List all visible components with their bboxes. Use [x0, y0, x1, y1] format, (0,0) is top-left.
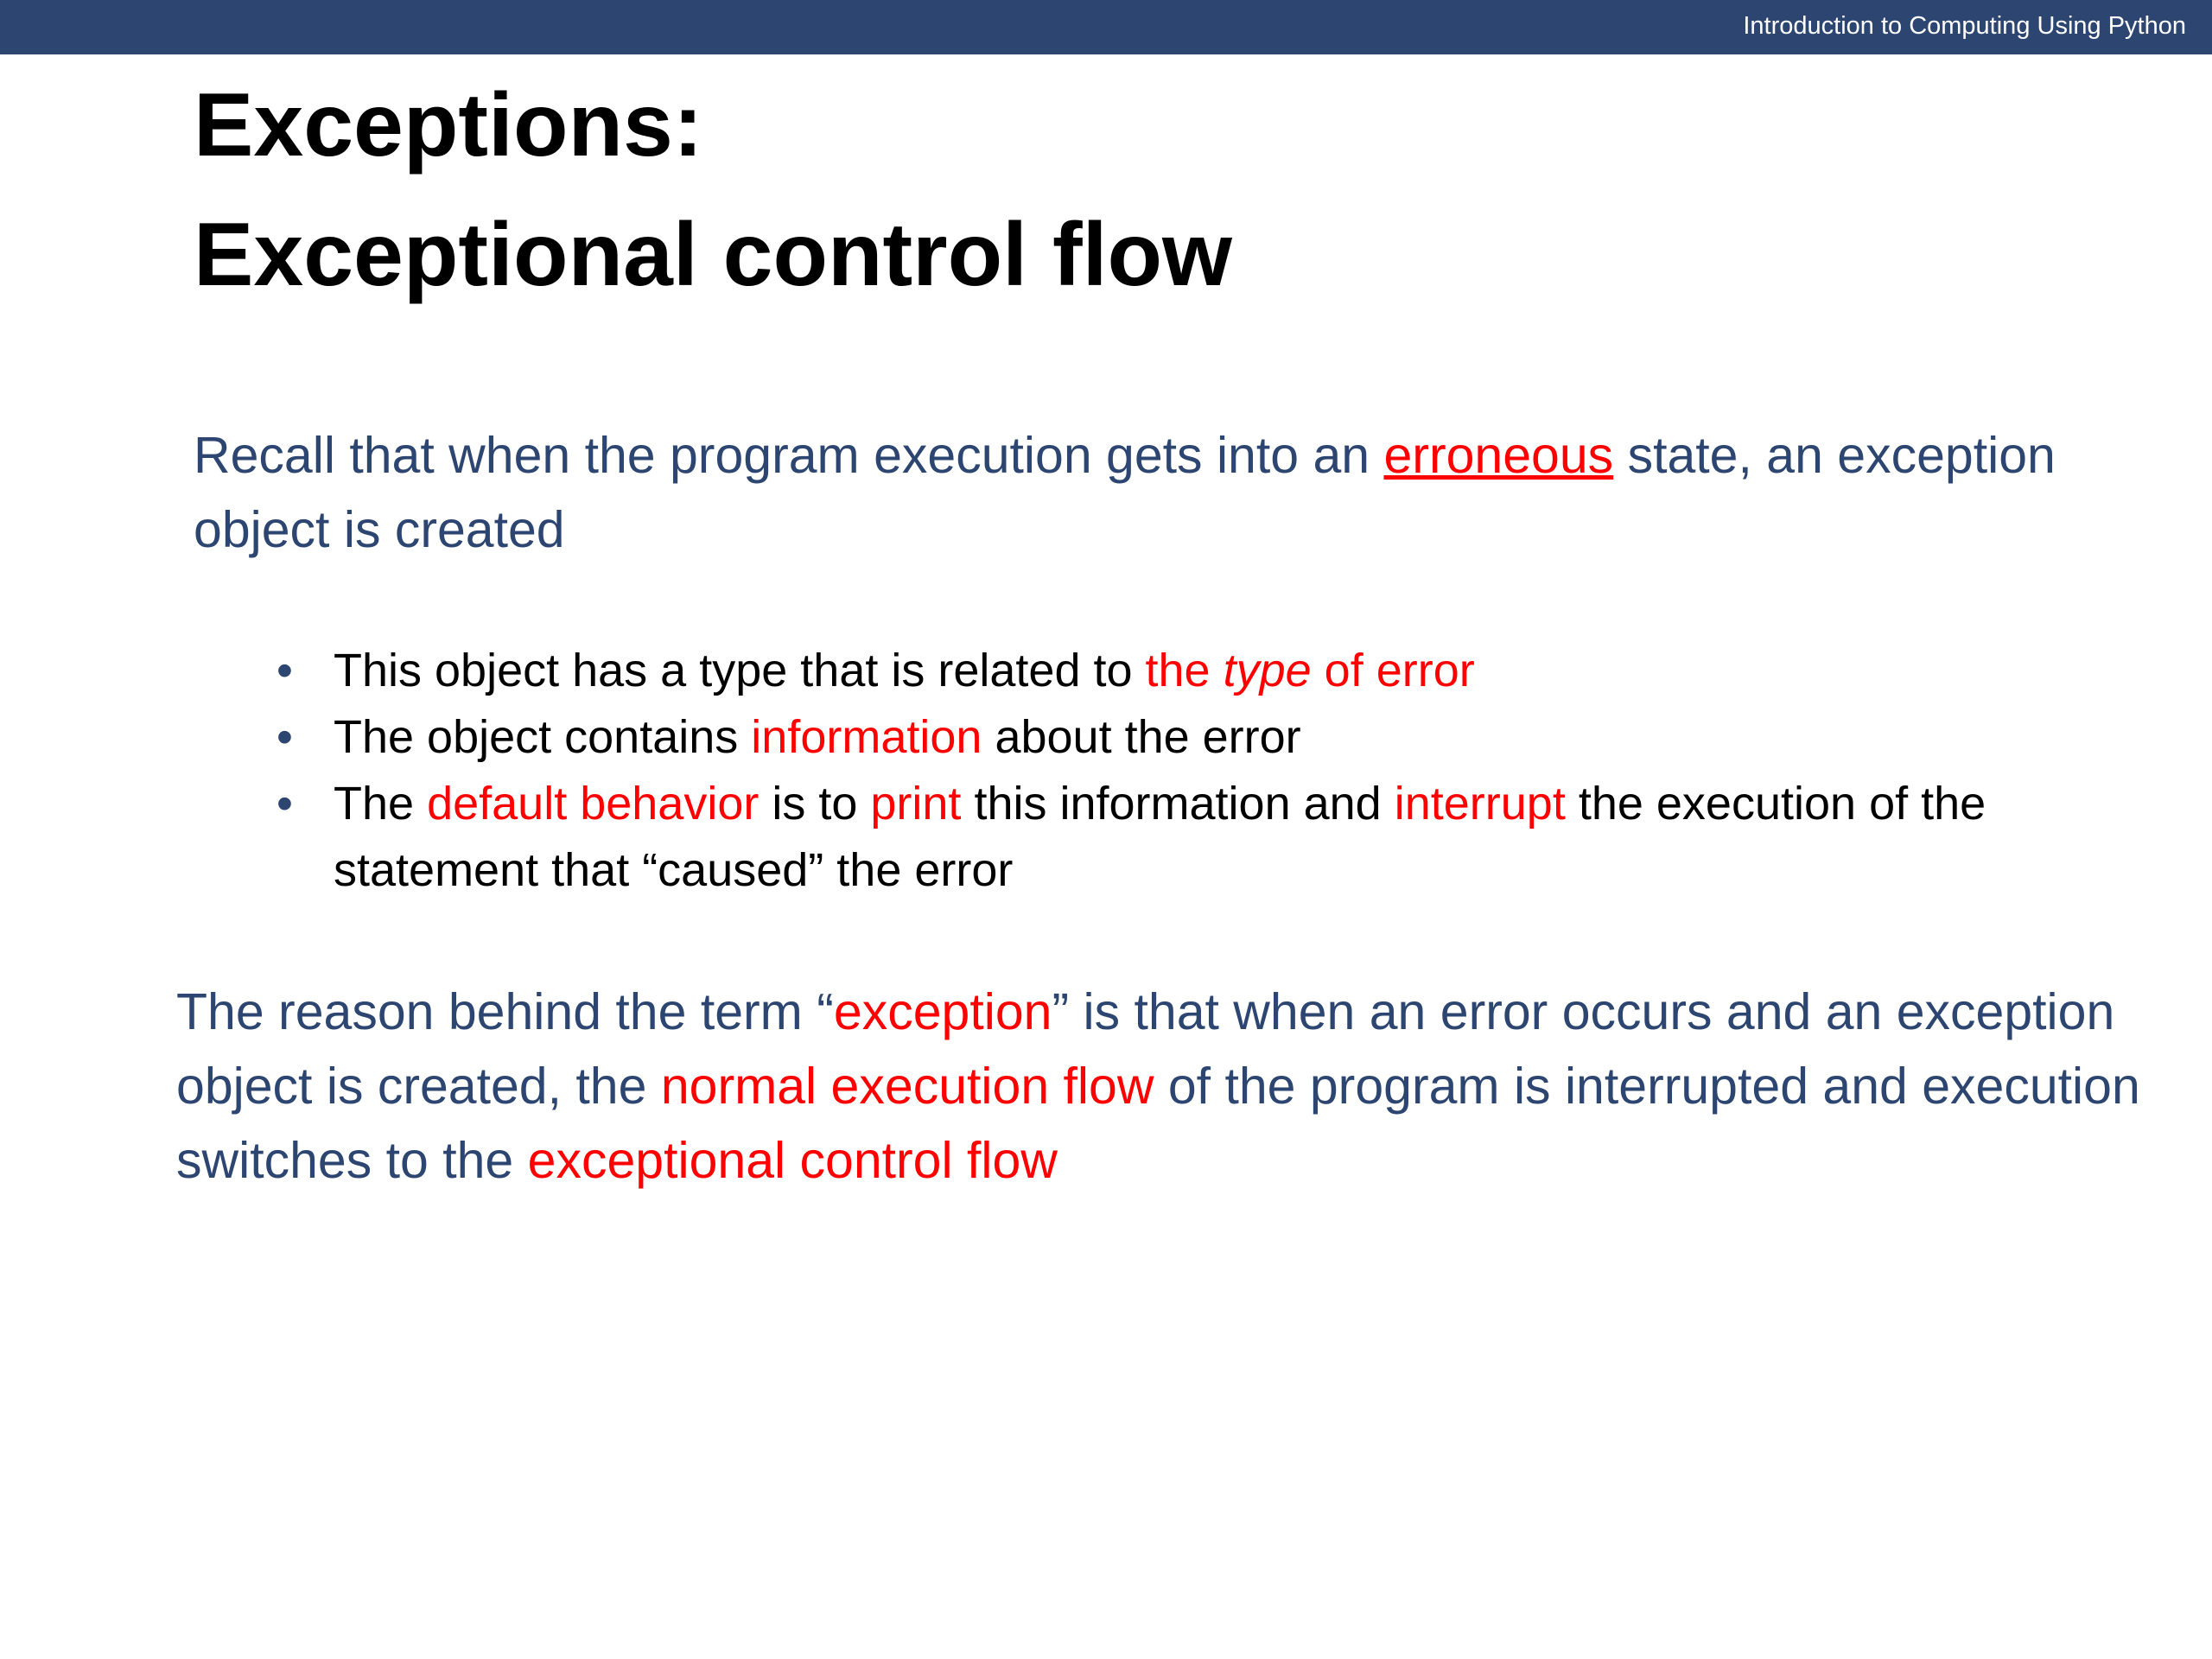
bullet-3-highlight-interrupt: interrupt — [1394, 778, 1566, 830]
bullet-3-highlight-default-behavior: default behavior — [427, 778, 760, 830]
intro-text-start: Recall that when the program execution gets into an — [194, 427, 1384, 484]
slide-title-line-1: Exceptions: — [194, 75, 703, 175]
summary-text-2: ” is that when an error occurs and an exception object is created, the — [176, 983, 2115, 1115]
intro-paragraph — [194, 418, 2164, 567]
bullet-list — [276, 638, 2177, 904]
slide-title-line-2: Exceptional control flow — [194, 205, 1232, 305]
bullet-3-text-4: the execution of the statement that “caused” the error — [334, 778, 1986, 896]
bullet-item-default-behavior — [276, 771, 2177, 904]
course-title: Introduction to Computing Using Python — [1743, 12, 2186, 40]
bullet-2-text-start: The object contains — [334, 711, 752, 763]
bullet-1-highlight-the: the — [1145, 645, 1224, 696]
intro-text-end: state, an exception object is created — [194, 427, 2056, 558]
bullet-dot: • — [276, 711, 293, 763]
bullet-dot: • — [276, 645, 293, 696]
summary-text-3: of the program is interrupted and execution switches to the — [176, 1058, 2140, 1189]
summary-highlight-exceptional-flow: exceptional control flow — [527, 1132, 1058, 1189]
bullet-1-highlight-of-error: of error — [1311, 645, 1475, 696]
bullet-2-highlight-information: information — [751, 711, 982, 763]
bullet-item-information — [276, 704, 2177, 771]
header-bar — [0, 0, 2212, 54]
bullet-1-text: This object has a type that is related to — [334, 645, 1146, 696]
summary-text-1: The reason behind the term “ — [176, 983, 834, 1040]
summary-highlight-exception: exception — [833, 983, 1052, 1040]
bullet-2-text-end: about the error — [982, 711, 1301, 763]
bullet-3-text-1: The — [334, 778, 428, 830]
bullet-item-type — [276, 638, 2177, 704]
bullet-dot: • — [276, 778, 293, 830]
bullet-3-text-2: is to — [759, 778, 871, 830]
bullet-1-highlight-type: type — [1223, 645, 1312, 696]
summary-highlight-normal-flow: normal execution flow — [660, 1058, 1154, 1115]
summary-paragraph — [176, 975, 2181, 1198]
bullet-3-highlight-print: print — [870, 778, 962, 830]
intro-highlight-erroneous: erroneous — [1383, 427, 1614, 484]
bullet-3-text-3: this information and — [961, 778, 1395, 830]
slide-title — [194, 60, 1232, 320]
